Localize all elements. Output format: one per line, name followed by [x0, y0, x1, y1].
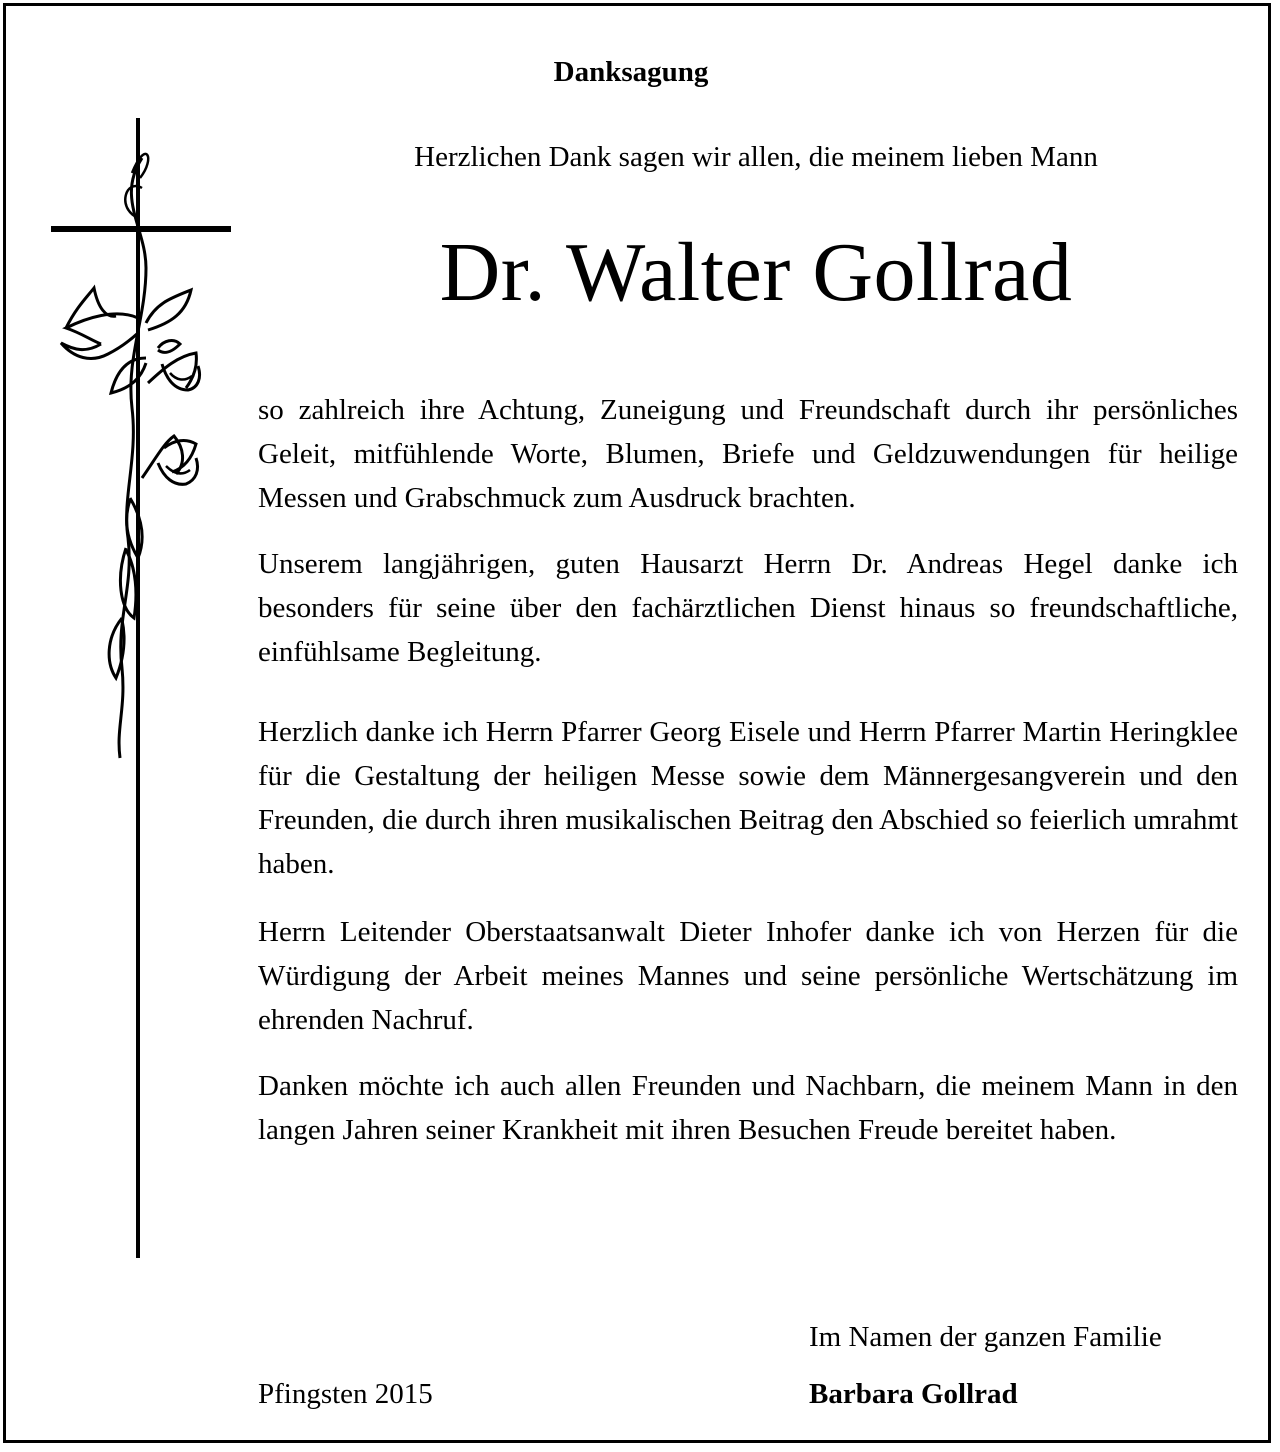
intro-line: Herzlichen Dank sagen wir allen, die meinem lieben Mann	[414, 141, 1098, 173]
paragraph: Unserem langjährigen, guten Hausarzt Herrn Dr. Andreas Hegel danke ich besonders für seine über den fachärztlichen Dienst hinaus so freundschaftliche, einfühlsame Begleitung.	[258, 548, 1238, 668]
notice-heading: Danksagung	[553, 56, 709, 88]
deceased-name: Dr. Walter Gollrad	[439, 226, 1073, 319]
paragraph: so zahlreich ihre Achtung, Zuneigung und Freundschaft durch ihr persönliches Geleit, mitfühlende Worte, Blumen, Briefe und Geldzuwendungen für heilige Messen und Grabschmuck zum Ausdruck brachten.	[258, 394, 1238, 514]
notice-body	[258, 388, 1238, 1174]
paragraph: Herrn Leitender Oberstaatsanwalt Dieter Inhofer danke ich von Herzen für die Würdigung der Arbeit meines Mannes und seine persönliche Wertschätzung im ehrenden Nachruf.	[258, 916, 1238, 1036]
signer-name: Barbara Gollrad	[809, 1378, 1018, 1410]
paragraph: Herzlich danke ich Herrn Pfarrer Georg Eisele und Herrn Pfarrer Martin Heringklee für die Gestaltung der heiligen Messe sowie dem Männergesangverein und den Freunden, die durch ihren musikalischen Beitrag den Abschied so feierlich umrahmt haben.	[258, 716, 1238, 880]
place-date: Pfingsten 2015	[258, 1378, 433, 1410]
closing-line: Im Namen der ganzen Familie	[809, 1321, 1162, 1353]
obituary-notice	[3, 3, 1271, 1443]
paragraph: Danken möchte ich auch allen Freunden und Nachbarn, die meinem Mann in den langen Jahren seiner Krankheit mit ihren Besuchen Freude bereitet haben.	[258, 1070, 1238, 1146]
cross-with-lilies-icon	[46, 118, 236, 1258]
